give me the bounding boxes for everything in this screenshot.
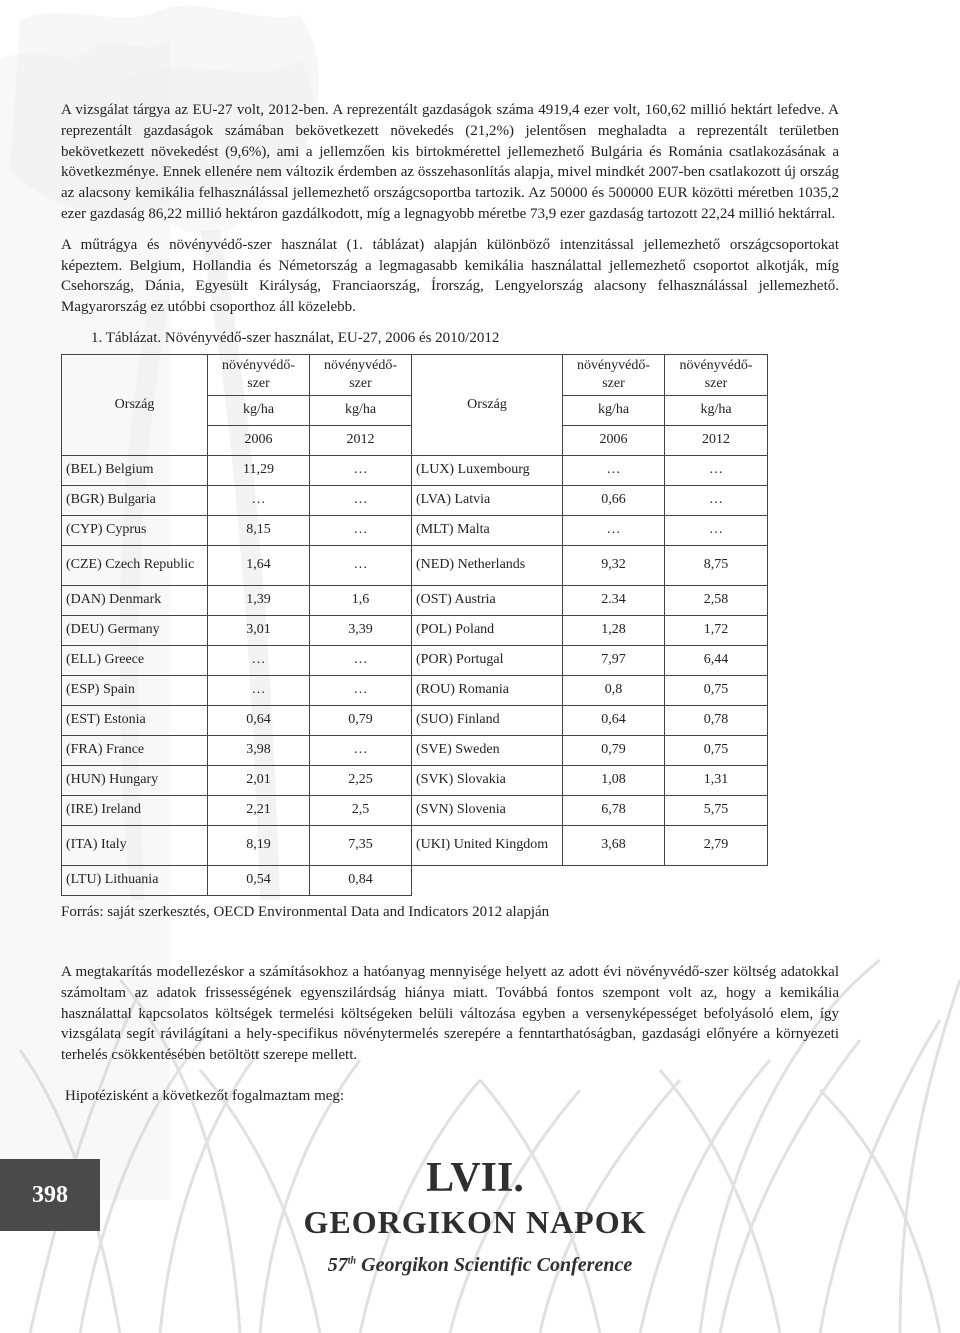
value-cell: 2,21 (208, 795, 310, 825)
country-cell: (LTU) Lithuania (62, 865, 208, 895)
value-cell: … (665, 455, 768, 485)
table-row (62, 455, 768, 485)
country-cell: (DAN) Denmark (62, 585, 208, 615)
value-cell: … (208, 485, 310, 515)
header-year-2012: 2012 (310, 425, 412, 455)
header-substance-2012-right: növényvédő-szer (665, 354, 768, 395)
value-cell: 8,19 (208, 825, 310, 865)
table-row (62, 485, 768, 515)
country-cell: (FRA) France (62, 735, 208, 765)
value-cell: 2,58 (665, 585, 768, 615)
table-row (62, 545, 768, 585)
country-cell: (POL) Poland (412, 615, 563, 645)
country-cell: (CYP) Cyprus (62, 515, 208, 545)
paragraph-hypothesis: Hipotézisként a következőt fogalmaztam meg: (65, 1087, 345, 1104)
value-cell: … (208, 645, 310, 675)
value-cell: 0,54 (208, 865, 310, 895)
country-cell: (LUX) Luxembourg (412, 455, 563, 485)
value-cell: 0,78 (665, 705, 768, 735)
table-row (62, 765, 768, 795)
value-cell: 0,64 (208, 705, 310, 735)
country-cell: (IRE) Ireland (62, 795, 208, 825)
header-unit: kg/ha (310, 395, 412, 425)
country-cell: (MLT) Malta (412, 515, 563, 545)
value-cell: … (310, 675, 412, 705)
value-cell: … (310, 645, 412, 675)
conference-subtitle (0, 1254, 960, 1277)
value-cell: 0,79 (563, 735, 665, 765)
value-cell: … (665, 515, 768, 545)
value-cell: 1,08 (563, 765, 665, 795)
subtitle-ordinal: th (347, 1255, 357, 1267)
document-body (61, 100, 839, 1107)
value-cell: 9,32 (563, 545, 665, 585)
table-row (62, 675, 768, 705)
value-cell: 11,29 (208, 455, 310, 485)
value-cell: … (310, 515, 412, 545)
conference-title: GEORGIKON NAPOK (303, 1204, 647, 1240)
header-unit: kg/ha (563, 395, 665, 425)
header-year-2006: 2006 (563, 425, 665, 455)
country-cell: (ROU) Romania (412, 675, 563, 705)
value-cell: 2,25 (310, 765, 412, 795)
country-cell: (HUN) Hungary (62, 765, 208, 795)
value-cell: 5,75 (665, 795, 768, 825)
header-substance-2012-left: növényvédő-szer (310, 354, 412, 395)
table-row (62, 735, 768, 765)
paragraph-modelling: A megtakarítás modellezéskor a számításokhoz a hatóanyag mennyisége helyett az adott évi növényvédő-szer költség adatokkal számoltam az adatok frissességének egyenszilárdság hiánya miatt. Továbbá fontos szempont volt az, hogy a kemikália használattal kapcsolatos költségek termelési költségeken belüli változása egyben a versenyképességet befolyásoló elem, így vizsgálata segít rávilágítani a hely-specifikus növénytermelés szerepére a fenntarthatóságban, gazdasági előnyére a környezeti terhelés csökkentésében betöltött szerepe mellett. (61, 963, 839, 1064)
page-number: 398 (0, 1159, 100, 1231)
country-cell: (POR) Portugal (412, 645, 563, 675)
table-caption: 1. Táblázat. Növényvédő-szer használat, EU-27, 2006 és 2010/2012 (91, 329, 500, 346)
country-cell: (ITA) Italy (62, 825, 208, 865)
value-cell: 3,98 (208, 735, 310, 765)
header-substance-2006-left: növényvédő-szer (208, 354, 310, 395)
table-source: Forrás: saját szerkesztés, OECD Environmental Data and Indicators 2012 alapján (61, 903, 550, 920)
value-cell: 2.34 (563, 585, 665, 615)
country-cell: (BGR) Bulgaria (62, 485, 208, 515)
table-row (62, 585, 768, 615)
value-cell: 3,01 (208, 615, 310, 645)
value-cell: 1,28 (563, 615, 665, 645)
header-substance-2006-right: növényvédő-szer (563, 354, 665, 395)
value-cell: 2,5 (310, 795, 412, 825)
header-country-right: Ország (412, 354, 563, 455)
value-cell: 1,39 (208, 585, 310, 615)
empty-cell (412, 865, 768, 895)
value-cell: 7,97 (563, 645, 665, 675)
value-cell: 3,39 (310, 615, 412, 645)
paragraph-intro: A vizsgálat tárgya az EU-27 volt, 2012-ben. A reprezentált gazdaságok száma 4919,4 ezer volt, 160,62 millió hektárt lefedve. A reprezentált gazdaságok számában bekövetkezett növekedés (21,2%) jelentősen meghaladta a reprezentált területben bekövetkezett növekedést (9,6%), ami a jellemzően kis birtokmérettel jellemezhető Bulgária és Románia csatlakozásának a következménye. Ennek ellenére nem változik érdemben az összehasonlítás alapja, mivel mindkét 2007-ben csatlakozott új ország az alacsony kemikália felhasználással jellemezhető országcsoportba tartozik. Az 50000 és 500000 EUR közötti méretben 1035,2 ezer gazdaság 86,22 millió hektáron gazdálkodott, míg a legnagyobb méretbe 73,9 ezer gazdaság tartozott 22,24 millió hektárral. (61, 102, 839, 222)
value-cell: 7,35 (310, 825, 412, 865)
table-row (62, 615, 768, 645)
value-cell: 0,75 (665, 675, 768, 705)
country-cell: (OST) Austria (412, 585, 563, 615)
value-cell: 8,75 (665, 545, 768, 585)
header-country-left: Ország (62, 354, 208, 455)
conference-roman-number: LVII. (426, 1155, 524, 1201)
country-cell: (ELL) Greece (62, 645, 208, 675)
country-cell: (SUO) Finland (412, 705, 563, 735)
subtitle-text: Georgikon Scientific Conference (356, 1254, 633, 1276)
value-cell: 0,66 (563, 485, 665, 515)
paragraph-groups: A műtrágya és növényvédő-szer használat (1. táblázat) alapján különböző intenzitással jellemezhető országcsoportokat képeztem. Belgium, Hollandia és Németország a legmagasabb kemikália használattal jellemezhető csoportot alkotják, míg Csehország, Dánia, Egyesült Királyság, Franciaország, Írország, Lengyelország alacsony felhasználással jellemezhető. Magyarország ez utóbbi csoporthoz áll közelebb. (61, 236, 839, 316)
value-cell: … (310, 455, 412, 485)
table-row (62, 515, 768, 545)
header-year-2006: 2006 (208, 425, 310, 455)
country-cell: (BEL) Belgium (62, 455, 208, 485)
subtitle-number: 57 (327, 1254, 348, 1276)
country-cell: (DEU) Germany (62, 615, 208, 645)
table-row (62, 825, 768, 865)
value-cell: … (310, 485, 412, 515)
value-cell: 0,79 (310, 705, 412, 735)
value-cell: 1,31 (665, 765, 768, 795)
value-cell: … (563, 455, 665, 485)
header-unit: kg/ha (665, 395, 768, 425)
value-cell: … (208, 675, 310, 705)
country-cell: (SVN) Slovenia (412, 795, 563, 825)
value-cell: … (310, 545, 412, 585)
country-cell: (CZE) Czech Republic (62, 545, 208, 585)
value-cell: 6,78 (563, 795, 665, 825)
value-cell: 0,84 (310, 865, 412, 895)
pesticide-table (61, 354, 768, 896)
table-row (62, 795, 768, 825)
header-year-2012: 2012 (665, 425, 768, 455)
value-cell: … (665, 485, 768, 515)
country-cell: (NED) Netherlands (412, 545, 563, 585)
country-cell: (SVE) Sweden (412, 735, 563, 765)
country-cell: (UKI) United Kingdom (412, 825, 563, 865)
value-cell: 0,75 (665, 735, 768, 765)
table-row (62, 705, 768, 735)
value-cell: 8,15 (208, 515, 310, 545)
country-cell: (LVA) Latvia (412, 485, 563, 515)
value-cell: 6,44 (665, 645, 768, 675)
value-cell: 0,8 (563, 675, 665, 705)
value-cell: 1,64 (208, 545, 310, 585)
table-row (62, 865, 768, 895)
value-cell: 2,79 (665, 825, 768, 865)
value-cell: 1,72 (665, 615, 768, 645)
value-cell: … (310, 735, 412, 765)
table-row (62, 645, 768, 675)
value-cell: … (563, 515, 665, 545)
value-cell: 1,6 (310, 585, 412, 615)
value-cell: 0,64 (563, 705, 665, 735)
country-cell: (EST) Estonia (62, 705, 208, 735)
value-cell: 2,01 (208, 765, 310, 795)
country-cell: (ESP) Spain (62, 675, 208, 705)
value-cell: 3,68 (563, 825, 665, 865)
header-unit: kg/ha (208, 395, 310, 425)
country-cell: (SVK) Slovakia (412, 765, 563, 795)
